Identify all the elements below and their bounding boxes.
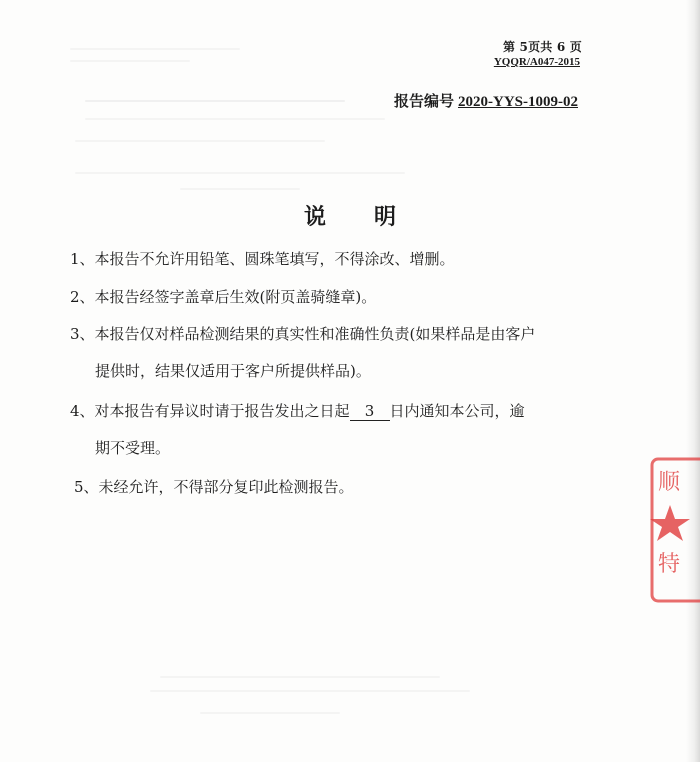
report-number-label: 报告编号 [393, 92, 454, 110]
report-number: 2020-YYS-1009-02 [458, 94, 578, 110]
page-title: 说明 [303, 204, 444, 230]
note-4-days-value: 3 [350, 402, 390, 421]
note-1: 1、本报告不允许用铅笔、圆珠笔填写，不得涂改、增删。 [70, 250, 455, 268]
note-4-prefix: 4、对本报告有异议时请于报告发出之日起 [70, 402, 350, 420]
note-5: 5、未经允许，不得部分复印此检测报告。 [74, 478, 354, 496]
document-code: YQQR/A047-2015 [493, 56, 580, 68]
note-4 [70, 400, 525, 421]
note-4-suffix: 日内通知本公司，逾 [389, 402, 525, 420]
svg-text:特: 特 [658, 552, 681, 577]
note-3-continuation: 提供时，结果仅适用于客户所提供样品)。 [95, 362, 371, 380]
report-number-line [394, 90, 578, 111]
note-4-continuation: 期不受理。 [95, 439, 171, 457]
note-2: 2、本报告经签字盖章后生效(附页盖骑缝章)。 [70, 288, 377, 306]
note-3: 3、本报告仅对样品检测结果的真实性和准确性负责(如果样品是由客户 [70, 325, 536, 343]
company-seal-fragment [650, 455, 700, 605]
page-indicator: 第 5页共 6 页 [502, 40, 582, 54]
svg-text:顺: 顺 [658, 470, 681, 495]
page-edge-shadow [686, 0, 700, 762]
